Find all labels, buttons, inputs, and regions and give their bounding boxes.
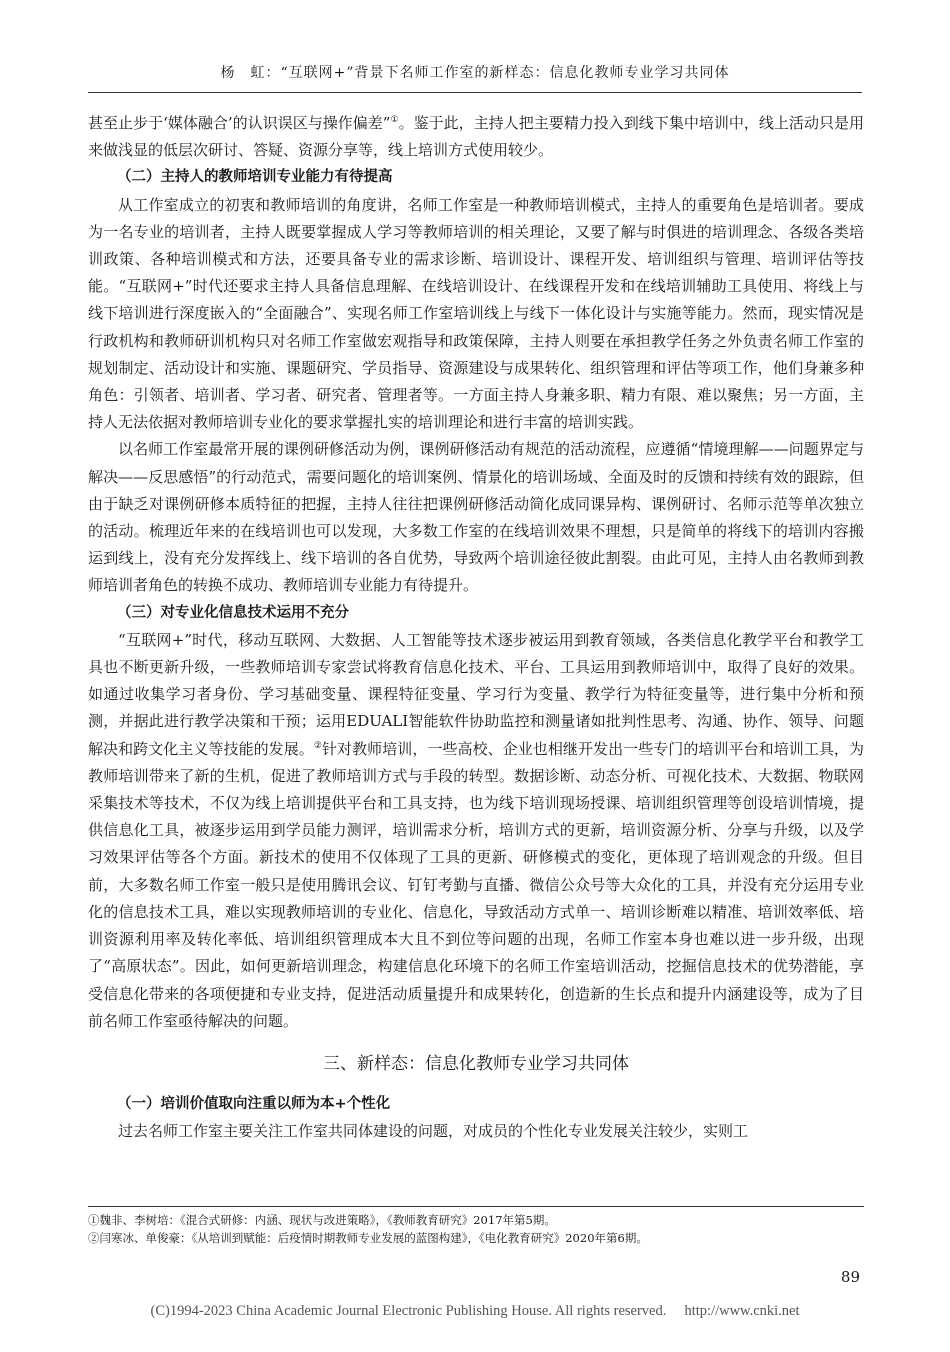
paragraph-3a xyxy=(88,627,864,1035)
paragraph-3a-rest: 针对教师培训，一些高校、企业也相继开发出一些专门的培训平台和培训工具，为教师培训带来了新的生机，促进了教师培训方式与手段的转型。数据诊断、动态分析、可视化技术、大数据、物联网采集技术等技术，不仅为线上培训提供平台和工具支持，也为线下培训现场授课、培训组织管理等创设培训情境，提供信息化工具，被逐步运用到学员能力测评，培训需求分析，培训方式的更新，培训资源分析、分享与升级，以及学习效果评估等各个方面。新技术的使用不仅体现了工具的更新、研修模式的变化，更体现了培训观念的升级。但目前，大多数名师工作室一般只是使用腾讯会议、钉钉考勤与直播、微信公众号等大众化的工具，并没有充分运用专业化的信息技术工具，难以实现教师培训的专业化、信息化，导致活动方式单一、培训诊断难以精准、培训效率低、培训资源利用率及转化率低、培训组织管理成本大且不到位等问题的出现，名师工作室本身也难以进一步升级，出现了“高原状态”。因此，如何更新培训理念，构建信息化环境下的名师工作室培训活动，挖掘信息技术的优势潜能，享受信息化带来的各项便捷和专业支持，促进活动质量提升和成果转化，创造新的生长点和提升内涵建设等，成为了目前名师工作室亟待解决的问题。 xyxy=(88,739,864,1030)
section-title-3: 三、新样态：信息化教师专业学习共同体 xyxy=(323,1053,629,1074)
paragraph-4: 过去名师工作室主要关注工作室共同体建设的问题，对成员的个性化专业发展关注较少，实则工 xyxy=(118,1122,749,1141)
subheading-3: （三）对专业化信息技术运用不充分 xyxy=(117,604,349,621)
paragraph-3a-text: “互联网+”时代，移动互联网、大数据、人工智能等技术逐步被运用到教育领域，各类信息化教学平台和教学工具也不断更新升级，一些教师培训专家尝试将教育信息化技术、平台、工具运用到教师培训中，取得了良好的效果。如通过收集学习者身份、学习基础变量、课程特征变量、学习行为变量、教学行为特征变量等，进行集中分析和预测，并据此进行教学决策和干预；运用EDUALI智能软件协助监控和测量诸如批判性思考、沟通、协作、领导、问题解决和跨文化主义等技能的发展。 xyxy=(88,630,864,758)
footnote-1: ①魏非、李树培：《混合式研修：内涵、现状与改进策略》，《教师教育研究》2017年第5期。 xyxy=(88,1213,556,1227)
paragraph-2a: 从工作室成立的初衷和教师培训的角度讲，名师工作室是一种教师培训模式，主持人的重要角色是培训者。要成为一名专业的培训者，主持人既要掌握成人学习等教师培训的相关理论，又要了解与时俱进的培训理念、各级各类培训政策、各种培训模式和方法，还要具备专业的需求诊断、培训设计、课程开发、培训组织与管理、培训评估等技能。“互联网+”时代还要求主持人具备信息理解、在线培训设计、在线课程开发和在线培训辅助工具使用、将线上与线下培训进行深度嵌入的“全面融合”、实现名师工作室培训线上与线下一体化设计与实施等能力。然而，现实情况是行政机构和教师研训机构只对名师工作室做宏观指导和政策保障，主持人则要在承担教学任务之外负责名师工作室的规划制定、活动设计和实施、课题研究、学员指导、资源建设与成果转化、组织管理和评估等项工作，他们身兼多种角色：引领者、培训者、学习者、研究者、管理者等。一方面主持人身兼多职、精力有限、难以聚焦；另一方面，主持人无法依据对教师培训专业化的要求掌握扎实的培训理论和进行丰富的培训实践。 xyxy=(88,195,864,432)
footnotes xyxy=(88,1206,864,1247)
footnote-ref-1[interactable]: ① xyxy=(390,115,399,125)
running-header: 杨 虹：“互联网+”背景下名师工作室的新样态：信息化教师专业学习共同体 xyxy=(220,65,730,81)
subheading-s3-1: （一）培训价值取向注重以师为本+个性化 xyxy=(117,1095,391,1112)
paragraph-2b: 以名师工作室最常开展的课例研修活动为例，课例研修活动有规范的活动流程，应遵循“情境理解——问题界定与解决——反思感悟”的行动范式，需要问题化的培训案例、情景化的培训场域、全面及时的反馈和持续有效的跟踪，但由于缺乏对课例研修本质特征的把握，主持人往往把课例研修活动简化成同课异构、课例研讨、名师示范等单次独立的活动。梳理近年来的在线培训也可以发现，大多数工作室的在线培训效果不理想，只是简单的将线下的培训内容搬运到线上，没有充分发挥线上、线下培训的各自优势，导致两个培训途径彼此割裂。由此可见，主持人由名教师到教师培训者角色的转换不成功、教师培训专业能力有待提升。 xyxy=(88,440,864,595)
paragraph-intro xyxy=(88,110,864,164)
footnote-2: ②闫寒冰、单俊豪：《从培训到赋能：后疫情时期教师专业发展的蓝图构建》，《电化教育研究》2020年第6期。 xyxy=(88,1231,648,1245)
page-number: 89 xyxy=(840,1268,860,1286)
footnote-ref-2[interactable]: ② xyxy=(313,740,322,751)
subheading-2: （二）主持人的教师培训专业能力有待提高 xyxy=(117,169,393,186)
header-rule xyxy=(88,92,862,93)
copyright-line: (C)1994-2023 China Academic Journal Electronic Publishing House. All rights reserved. http://www.cnki.net xyxy=(150,1303,800,1319)
intro-text: 甚至止步于‘媒体融合’的认识误区与操作偏差” xyxy=(88,114,391,132)
article-body xyxy=(88,110,864,1145)
intro-text-rest: 。鉴于此，主持人把主要精力投入到线下集中培训中，线上活动只是用来做浅显的低层次研讨、答疑、资源分享等，线上培训方式使用较少。 xyxy=(88,114,864,160)
